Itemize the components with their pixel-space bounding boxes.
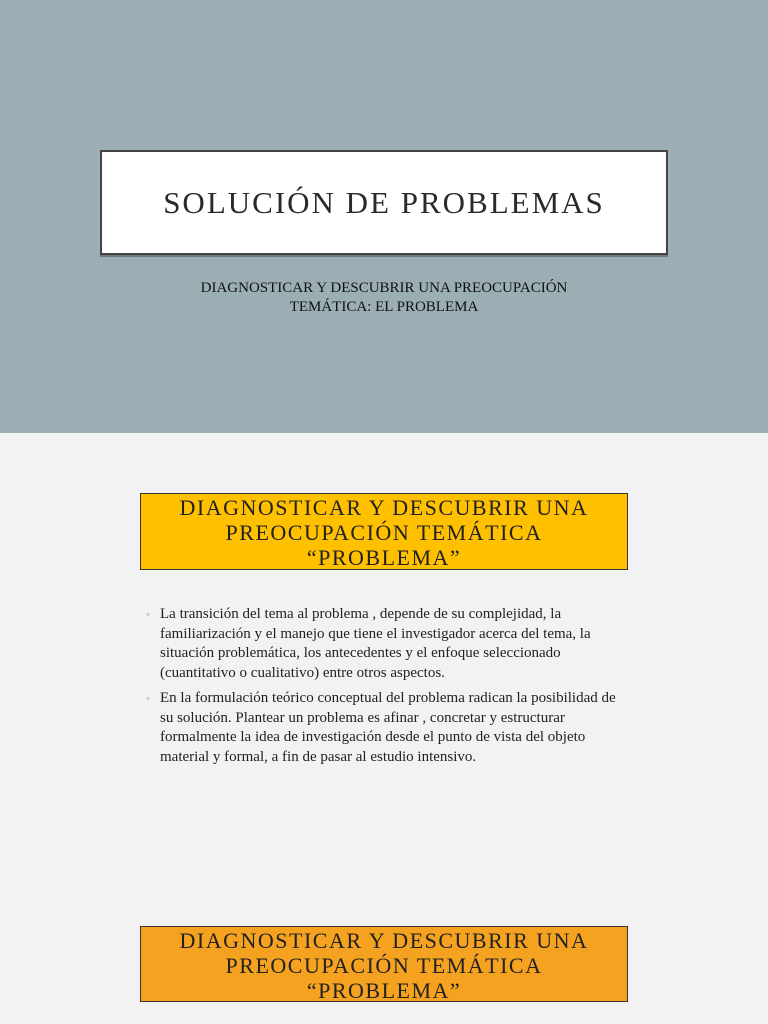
subtitle-line-1: DIAGNOSTICAR Y DESCUBRIR UNA PREOCUPACIÓN [200,280,568,296]
heading-line-1: DIAGNOSTICAR Y DESCUBRIR UNA [179,928,589,953]
slide-title: SOLUCIÓN DE PROBLEMAS [163,184,605,220]
list-item [145,689,625,767]
title-slide [0,0,768,433]
next-slide-heading [140,926,628,1002]
section-heading [140,493,628,570]
heading-line-2: PREOCUPACIÓN TEMÁTICA [225,520,543,545]
circle-bullet-icon: ◦ [146,607,151,621]
bullet-list [145,605,625,773]
bullet-text: En la formulación teórico conceptual del problema radican la posibilidad de su solución. Plantear un problema es afinar , concretar y estructurar formalmente la idea de investigación desde el punto de vista del objeto material y formal, a fin de pasar al estudio intensivo. [160,690,616,765]
title-box [100,150,668,255]
circle-bullet-icon: ◦ [146,691,151,705]
slide-subtitle [150,279,618,317]
heading-line-3: “PROBLEMA” [306,978,462,1003]
content-slide [0,433,768,1024]
heading-line-2: PREOCUPACIÓN TEMÁTICA [225,953,543,978]
subtitle-line-2: TEMÁTICA: EL PROBLEMA [289,299,479,315]
heading-line-3: “PROBLEMA” [306,545,462,570]
bullet-text: La transición del tema al problema , depende de su complejidad, la familiarización y el manejo que tiene el investigador acerca del tema, la situación problemática, los antecedentes y el enfoque seleccionado (cuantitativo o cualitativo) entre otros aspectos. [160,606,591,681]
list-item [145,605,625,683]
heading-line-1: DIAGNOSTICAR Y DESCUBRIR UNA [179,495,589,520]
